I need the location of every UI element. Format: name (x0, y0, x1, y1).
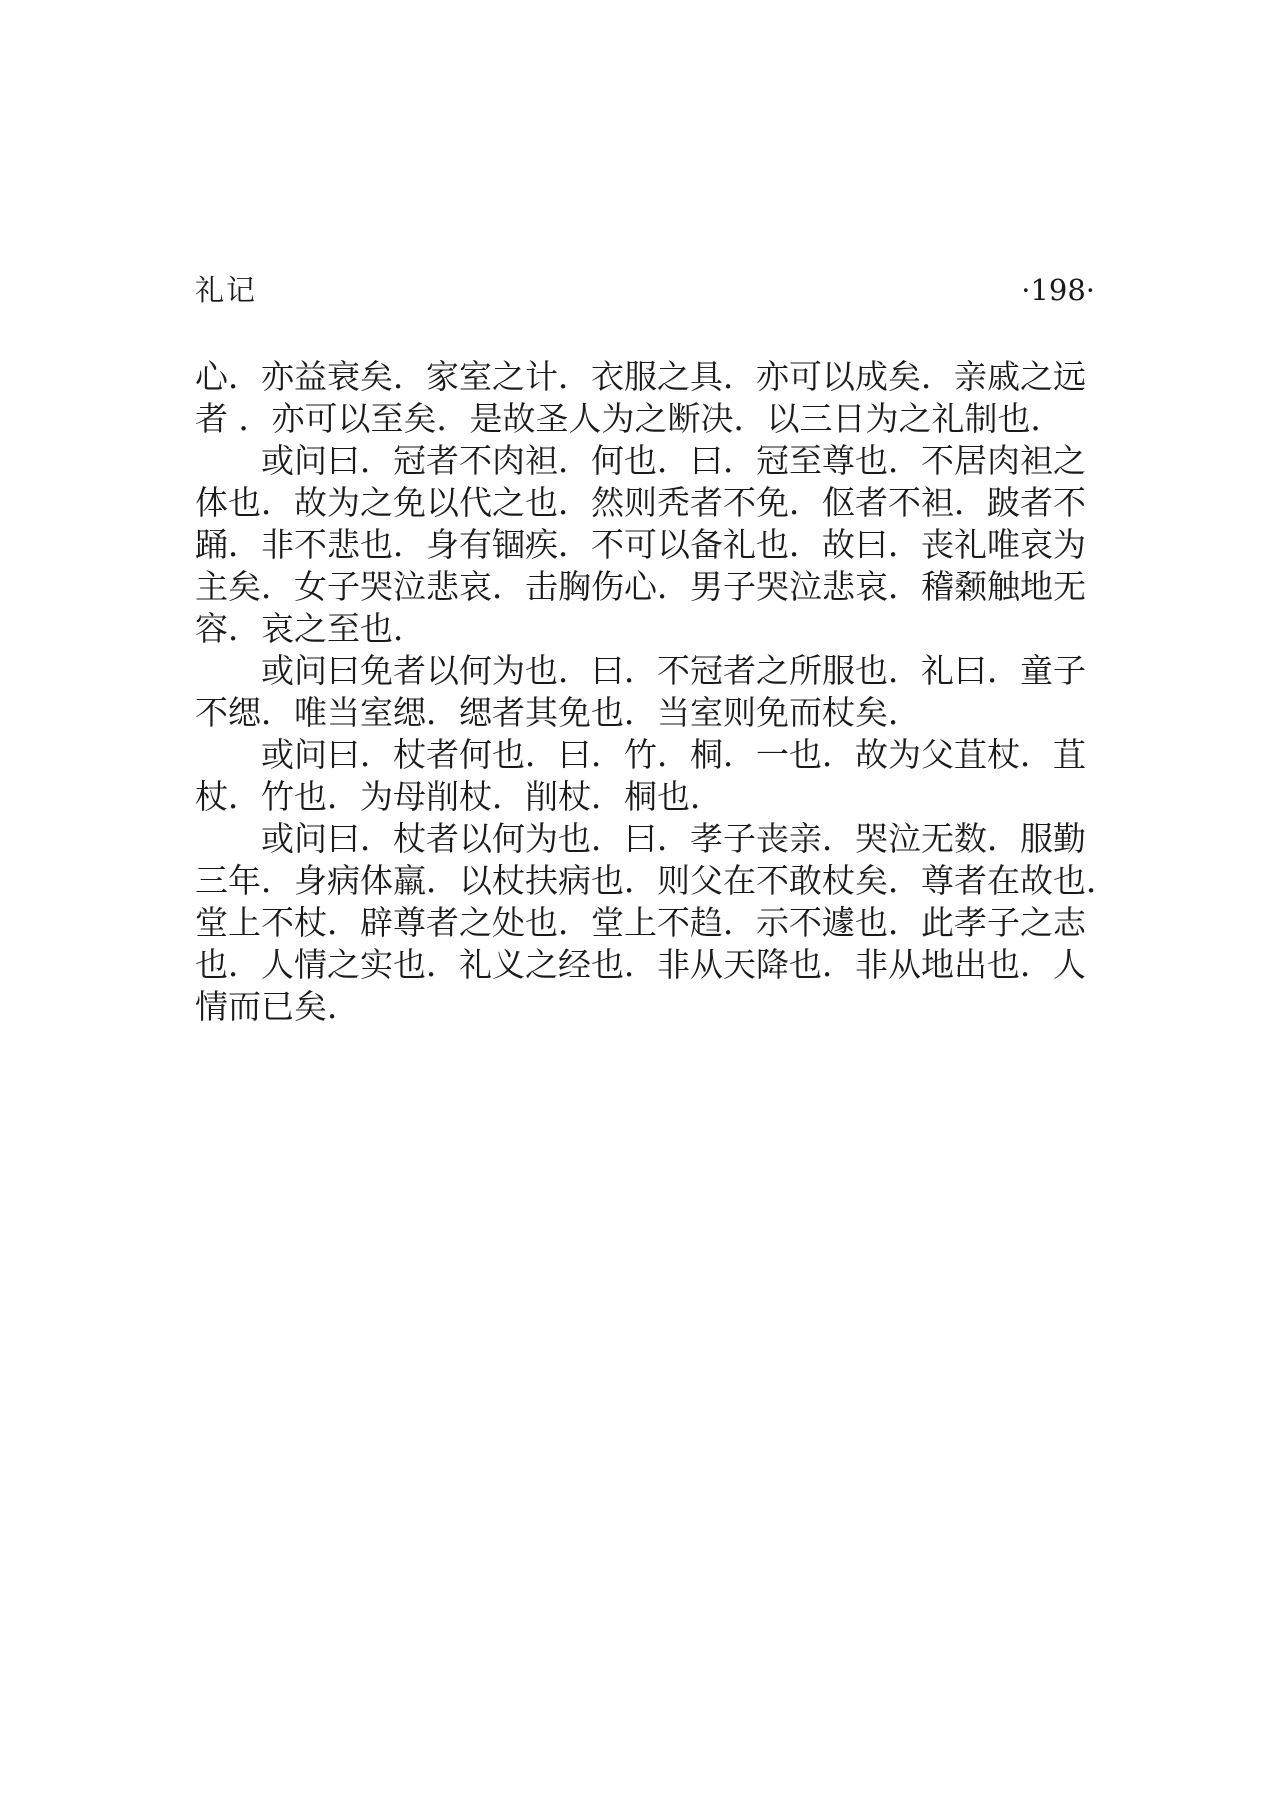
text-line: 堂上不杖．辟尊者之处也．堂上不趋．示不遽也．此孝子之志 (195, 903, 1086, 942)
text-line: 也．人情之实也．礼义之经也．非从天降也．非从地出也．人 (195, 945, 1086, 984)
text-line: 主矣．女子哭泣悲哀．击胸伤心．男子哭泣悲哀．稽颡触地无 (195, 567, 1086, 606)
text-line: 或问曰．杖者何也．曰．竹．桐．一也．故为父苴杖．苴 (261, 735, 1086, 774)
body-text (195, 356, 1119, 1028)
running-title: 礼记 (195, 273, 258, 307)
text-line: 踊．非不悲也．身有锢疾．不可以备礼也．故曰．丧礼唯哀为 (195, 525, 1086, 564)
text-line: 三年．身病体羸．以杖扶病也．则父在不敢杖矣．尊者在故也． (195, 861, 1119, 900)
text-line: 体也．故为之免以代之也．然则秃者不免．伛者不袒．跛者不 (195, 483, 1086, 522)
text-line: 或问曰免者以何为也．曰．不冠者之所服也．礼曰．童子 (261, 651, 1086, 690)
text-line: 情而已矣． (195, 987, 360, 1026)
text-line: 心．亦益衰矣．家室之计．衣服之具．亦可以成矣．亲戚之远 (195, 357, 1086, 396)
text-line: 或问曰．杖者以何为也．曰．孝子丧亲．哭泣无数．服勤 (261, 819, 1086, 858)
text-line: 不缌．唯当室缌．缌者其免也．当室则免而杖矣． (195, 693, 921, 732)
page-number: ·198· (1021, 273, 1095, 307)
page-header (195, 270, 1095, 310)
text-line: 者 ．亦可以至矣．是故圣人为之断决．以三日为之礼制也． (195, 399, 1064, 438)
text-line: 容．哀之至也． (195, 609, 426, 648)
text-line: 杖．竹也．为母削杖．削杖．桐也． (195, 777, 723, 816)
text-line: 或问曰．冠者不肉袒．何也．曰．冠至尊也．不居肉袒之 (261, 441, 1086, 480)
